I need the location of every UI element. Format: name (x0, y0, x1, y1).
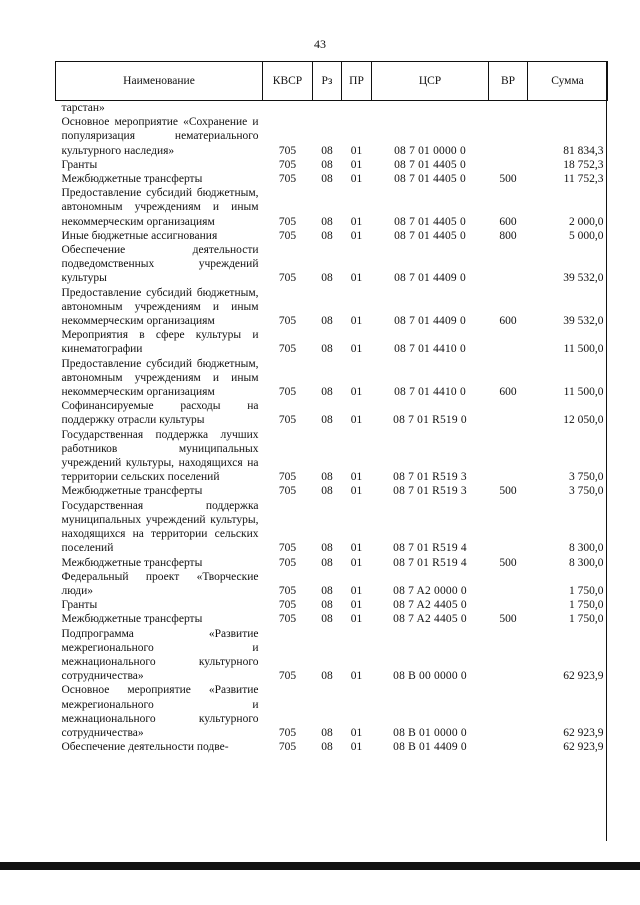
cell-sum: 2 000,0 (569, 215, 604, 228)
cell-pr: 01 (350, 741, 363, 754)
cell-name: Федеральный проект «Творческие люди» (61, 570, 259, 597)
cell-sum: 18 752,3 (563, 158, 604, 171)
cell-kvsr: 705 (278, 471, 297, 484)
cell-pr: 01 (350, 414, 363, 427)
cell-pr: 01 (350, 726, 363, 739)
cell-csr: 08 7 01 R519 0 (393, 414, 467, 427)
cell-rz: 08 (321, 173, 333, 186)
table-row (56, 328, 608, 356)
cell-vr (489, 101, 528, 116)
table-row (56, 229, 608, 243)
cell-vr: 500 (499, 556, 517, 569)
header-rz: Рз (313, 62, 342, 101)
cell-kvsr: 705 (278, 670, 297, 683)
cell-kvsr: 705 (278, 386, 297, 399)
cell-name: Основное мероприятие «Сохранение и популяризация нематериального культурного наследия» (61, 116, 259, 157)
table-row (56, 683, 608, 740)
cell-kvsr: 705 (278, 556, 297, 569)
header-kvsr: КВСР (263, 62, 313, 101)
cell-rz (313, 101, 342, 116)
cell-pr: 01 (350, 229, 363, 242)
cell-vr: 600 (499, 386, 517, 399)
cell-csr (372, 101, 489, 116)
cell-rz: 08 (321, 386, 333, 399)
table-row (56, 399, 608, 427)
cell-rz: 08 (321, 158, 333, 171)
cell-vr (489, 570, 528, 598)
cell-csr: 08 7 01 R519 4 (393, 556, 467, 569)
cell-csr: 08 7 01 4405 0 (394, 173, 466, 186)
header-pr: ПР (342, 62, 372, 101)
cell-rz: 08 (321, 272, 333, 285)
cell-csr: 08 В 01 0000 0 (393, 726, 467, 739)
cell-pr: 01 (350, 173, 363, 186)
cell-csr: 08 7 A2 4405 0 (393, 599, 467, 612)
cell-csr: 08 7 01 R519 4 (393, 542, 467, 555)
cell-name: тарстан» (61, 102, 105, 114)
table-row (56, 101, 608, 116)
cell-name: Подпрограмма «Развитие межрегионального и межнационального культурного сотрудничества» (61, 627, 259, 683)
cell-csr: 08 7 01 4409 0 (394, 272, 466, 285)
cell-csr: 08 7 01 4409 0 (394, 315, 466, 328)
cell-pr: 01 (350, 343, 363, 356)
table-header-row (56, 62, 608, 101)
table-row (56, 186, 608, 229)
cell-kvsr: 705 (278, 315, 297, 328)
cell-csr: 08 7 01 4405 0 (394, 229, 466, 242)
cell-sum: 39 532,0 (563, 315, 604, 328)
cell-rz: 08 (321, 485, 333, 498)
cell-pr: 01 (350, 386, 363, 399)
cell-vr: 600 (499, 215, 517, 228)
cell-rz: 08 (321, 584, 333, 597)
cell-rz: 08 (321, 556, 333, 569)
cell-vr (489, 428, 528, 485)
table-body (56, 101, 608, 755)
cell-rz: 08 (321, 613, 333, 626)
cell-kvsr: 705 (278, 343, 297, 356)
table-row (56, 598, 608, 612)
cell-vr (489, 683, 528, 740)
cell-vr (489, 499, 528, 556)
cell-sum: 62 923,9 (563, 741, 604, 754)
cell-sum: 11 752,3 (563, 173, 604, 186)
cell-name: Предоставление субсидий бюджетным, автономным учреждениям и иным некоммерческим организациям (61, 187, 259, 228)
cell-rz: 08 (321, 471, 333, 484)
cell-name: Мероприятия в сфере культуры и кинематографии (61, 329, 259, 356)
cell-sum: 11 500,0 (563, 343, 604, 356)
page-number: 43 (314, 37, 326, 51)
cell-csr: 08 7 01 R519 3 (393, 471, 467, 484)
cell-sum: 1 750,0 (569, 613, 604, 626)
cell-vr (489, 328, 528, 356)
cell-sum: 81 834,3 (563, 144, 604, 157)
scan-bottom-bar (0, 862, 640, 870)
cell-name: Обеспечение деятельности подведомственных учреждений культуры (61, 244, 259, 285)
cell-csr: 08 7 01 4405 0 (394, 158, 466, 171)
cell-kvsr: 705 (278, 741, 297, 754)
cell-sum: 11 500,0 (563, 386, 604, 399)
cell-name: Иные бюджетные ассигнования (61, 229, 218, 242)
cell-name: Предоставление субсидий бюджетным, автономным учреждениям и иным некоммерческим организациям (61, 357, 259, 399)
table-row (56, 740, 608, 754)
header-sum: Сумма (528, 62, 608, 101)
cell-csr: 08 7 01 4405 0 (394, 215, 466, 228)
cell-sum: 5 000,0 (569, 229, 604, 242)
cell-pr: 01 (350, 144, 363, 157)
table-row (56, 612, 608, 626)
cell-name: Гранты (61, 599, 98, 612)
cell-rz: 08 (321, 215, 333, 228)
cell-pr: 01 (350, 556, 363, 569)
table-row (56, 428, 608, 485)
cell-vr: 600 (499, 315, 517, 328)
cell-vr (489, 627, 528, 684)
cell-csr: 08 В 00 0000 0 (393, 670, 467, 683)
cell-kvsr: 705 (278, 485, 297, 498)
cell-rz: 08 (321, 726, 333, 739)
cell-name: Межбюджетные трансферты (61, 556, 203, 569)
cell-csr: 08 7 01 R519 3 (393, 485, 467, 498)
cell-rz: 08 (321, 599, 333, 612)
table-row (56, 570, 608, 598)
cell-rz: 08 (321, 542, 333, 555)
cell-vr (489, 399, 528, 427)
cell-rz: 08 (321, 670, 333, 683)
cell-sum: 62 923,9 (563, 670, 604, 683)
cell-name: Межбюджетные трансферты (61, 173, 203, 186)
cell-name: Государственная поддержка лучших работников муниципальных учреждений культуры, находящихся на территории сельских поселений (61, 428, 259, 484)
cell-name: Межбюджетные трансферты (61, 613, 203, 626)
cell-name: Государственная поддержка муниципальных учреждений культуры, находящихся на территории сельских поселений (61, 499, 259, 555)
table-row (56, 357, 608, 400)
cell-rz: 08 (321, 414, 333, 427)
table-row (56, 499, 608, 556)
cell-pr: 01 (350, 599, 363, 612)
cell-sum: 1 750,0 (569, 584, 604, 597)
cell-pr: 01 (350, 471, 363, 484)
table-row (56, 172, 608, 186)
cell-vr: 500 (499, 173, 517, 186)
cell-kvsr: 705 (278, 542, 297, 555)
cell-sum (528, 101, 608, 116)
cell-pr: 01 (350, 158, 363, 171)
cell-rz: 08 (321, 144, 333, 157)
table-row (56, 158, 608, 172)
cell-pr: 01 (350, 670, 363, 683)
cell-rz: 08 (321, 315, 333, 328)
table-row (56, 484, 608, 498)
cell-sum: 39 532,0 (563, 272, 604, 285)
cell-rz: 08 (321, 343, 333, 356)
cell-sum: 8 300,0 (569, 542, 604, 555)
table-right-border (606, 61, 607, 841)
cell-vr (489, 598, 528, 612)
cell-pr: 01 (350, 584, 363, 597)
cell-csr: 08 7 01 4410 0 (394, 343, 466, 356)
table-row (56, 115, 608, 158)
cell-vr (489, 740, 528, 754)
cell-kvsr: 705 (278, 272, 297, 285)
cell-sum: 8 300,0 (569, 556, 604, 569)
cell-sum: 62 923,9 (563, 726, 604, 739)
cell-pr: 01 (350, 315, 363, 328)
table-row (56, 627, 608, 684)
cell-pr (342, 101, 372, 116)
cell-kvsr: 705 (278, 158, 297, 171)
header-vr: ВР (489, 62, 528, 101)
cell-name: Гранты (61, 158, 98, 171)
cell-kvsr: 705 (278, 215, 297, 228)
cell-vr (489, 243, 528, 286)
cell-vr: 500 (499, 613, 517, 626)
cell-kvsr: 705 (278, 414, 297, 427)
cell-csr: 08 7 01 4410 0 (394, 386, 466, 399)
cell-name: Основное мероприятие «Развитие межрегионального и межнационального культурного сотрудничества» (61, 684, 259, 739)
cell-kvsr (263, 101, 313, 116)
cell-kvsr: 705 (278, 229, 297, 242)
budget-table-container (55, 61, 607, 754)
cell-name: Обеспечение деятельности подве- (61, 741, 229, 754)
cell-name: Софинансируемые расходы на поддержку отрасли культуры (61, 400, 259, 427)
cell-kvsr: 705 (278, 726, 297, 739)
cell-vr (489, 115, 528, 158)
cell-vr (489, 158, 528, 172)
cell-sum: 1 750,0 (569, 599, 604, 612)
cell-kvsr: 705 (278, 599, 297, 612)
cell-sum: 3 750,0 (569, 471, 604, 484)
cell-sum: 3 750,0 (569, 485, 604, 498)
cell-sum: 12 050,0 (563, 414, 604, 427)
table-row (56, 556, 608, 570)
cell-rz: 08 (321, 229, 333, 242)
cell-kvsr: 705 (278, 584, 297, 597)
header-name: Наименование (56, 62, 263, 101)
cell-kvsr: 705 (278, 613, 297, 626)
cell-rz: 08 (321, 741, 333, 754)
cell-pr: 01 (350, 215, 363, 228)
cell-kvsr: 705 (278, 173, 297, 186)
cell-vr: 800 (499, 229, 517, 242)
cell-name: Межбюджетные трансферты (61, 485, 203, 498)
cell-pr: 01 (350, 272, 363, 285)
cell-vr: 500 (499, 485, 517, 498)
table-row (56, 286, 608, 329)
cell-kvsr: 705 (278, 144, 297, 157)
cell-csr: 08 В 01 4409 0 (393, 741, 467, 754)
cell-pr: 01 (350, 542, 363, 555)
budget-table (55, 61, 608, 754)
cell-pr: 01 (350, 613, 363, 626)
cell-csr: 08 7 A2 4405 0 (393, 613, 467, 626)
cell-name: Предоставление субсидий бюджетным, автономным учреждениям и иным некоммерческим организациям (61, 286, 259, 328)
cell-csr: 08 7 A2 0000 0 (393, 584, 467, 597)
table-row (56, 243, 608, 286)
cell-pr: 01 (350, 485, 363, 498)
header-csr: ЦСР (372, 62, 489, 101)
cell-csr: 08 7 01 0000 0 (394, 144, 466, 157)
